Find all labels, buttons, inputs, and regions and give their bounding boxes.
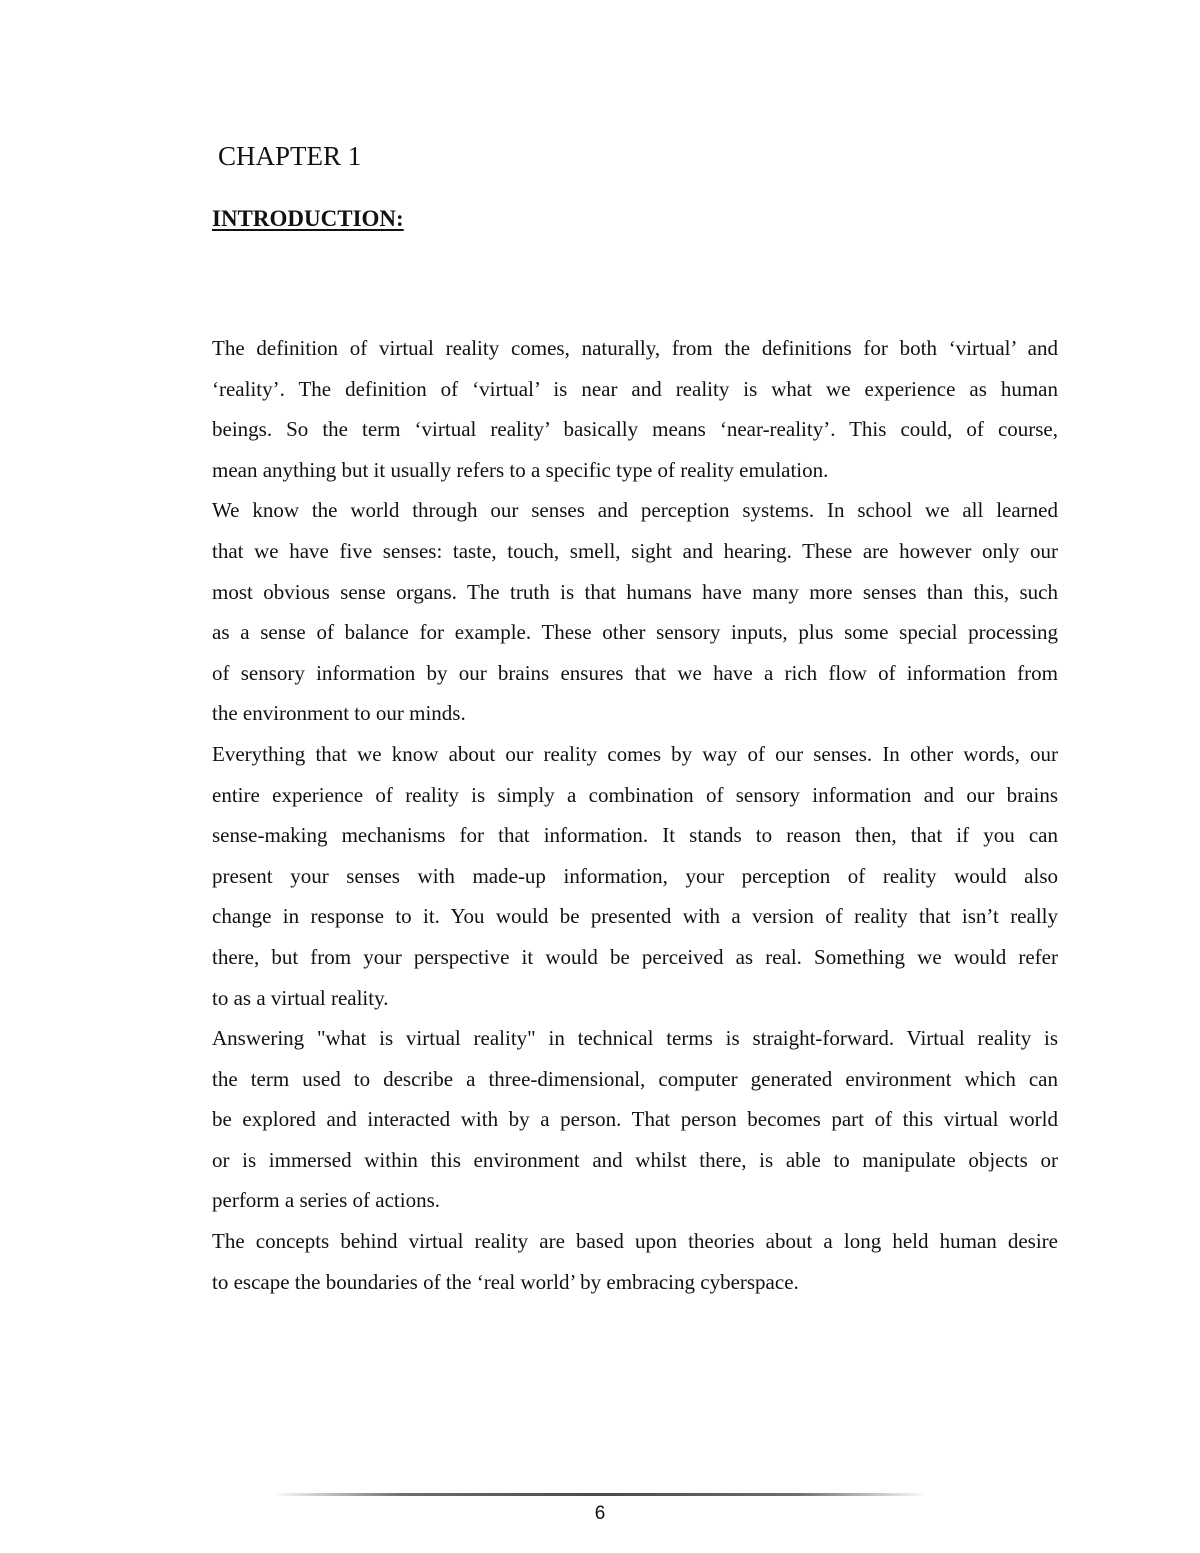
text-line: sense-making mechanisms for that information. It stands to reason then, that if you can xyxy=(212,823,1058,848)
page-number: 6 xyxy=(594,1503,606,1524)
text-line: to as a virtual reality. xyxy=(212,985,389,1010)
text-line: The concepts behind virtual reality are based upon theories about a long held human desire xyxy=(212,1229,1058,1254)
text-line: most obvious sense organs. The truth is that humans have many more senses than this, such xyxy=(212,579,1058,604)
text-line: there, but from your perspective it would be perceived as real. Something we would refer xyxy=(212,944,1058,969)
text-line: be explored and interacted with by a person. That person becomes part of this virtual world xyxy=(212,1107,1058,1132)
text-line: or is immersed within this environment and whilst there, is able to manipulate objects or xyxy=(212,1147,1058,1172)
text-line: that we have five senses: taste, touch, smell, sight and hearing. These are however only our xyxy=(212,538,1058,563)
text-line: as a sense of balance for example. These other sensory inputs, plus some special processing xyxy=(212,620,1058,645)
text-line: ‘reality’. The definition of ‘virtual’ is near and reality is what we experience as human xyxy=(212,376,1058,401)
text-line: perform a series of actions. xyxy=(212,1188,440,1213)
text-line: the term used to describe a three-dimensional, computer generated environment which can xyxy=(212,1066,1058,1091)
text-line: Everything that we know about our reality comes by way of our senses. In other words, our xyxy=(212,741,1058,766)
text-line: mean anything but it usually refers to a specific type of reality emulation. xyxy=(212,457,829,482)
text-line: entire experience of reality is simply a combination of sensory information and our brains xyxy=(212,782,1058,807)
text-line: to escape the boundaries of the ‘real world’ by embracing cyberspace. xyxy=(212,1269,799,1294)
body-text xyxy=(212,328,1058,1302)
text-line: the environment to our minds. xyxy=(212,701,466,726)
text-line: change in response to it. You would be presented with a version of reality that isn’t really xyxy=(212,904,1058,929)
chapter-label: CHAPTER 1 xyxy=(218,141,362,171)
text-line: Answering "what is virtual reality" in technical terms is straight-forward. Virtual reality is xyxy=(212,1026,1058,1051)
text-line: present your senses with made-up information, your perception of reality would also xyxy=(212,863,1058,888)
text-line: of sensory information by our brains ensures that we have a rich flow of information from xyxy=(212,660,1058,685)
text-line: The definition of virtual reality comes, naturally, from the definitions for both ‘virtual’ and xyxy=(212,336,1058,360)
section-heading: INTRODUCTION: xyxy=(212,206,404,231)
text-line: beings. So the term ‘virtual reality’ basically means ‘near-reality’. This could, of course, xyxy=(212,417,1058,442)
footer-rule xyxy=(272,1493,928,1496)
text-line: We know the world through our senses and perception systems. In school we all learned xyxy=(212,498,1058,523)
